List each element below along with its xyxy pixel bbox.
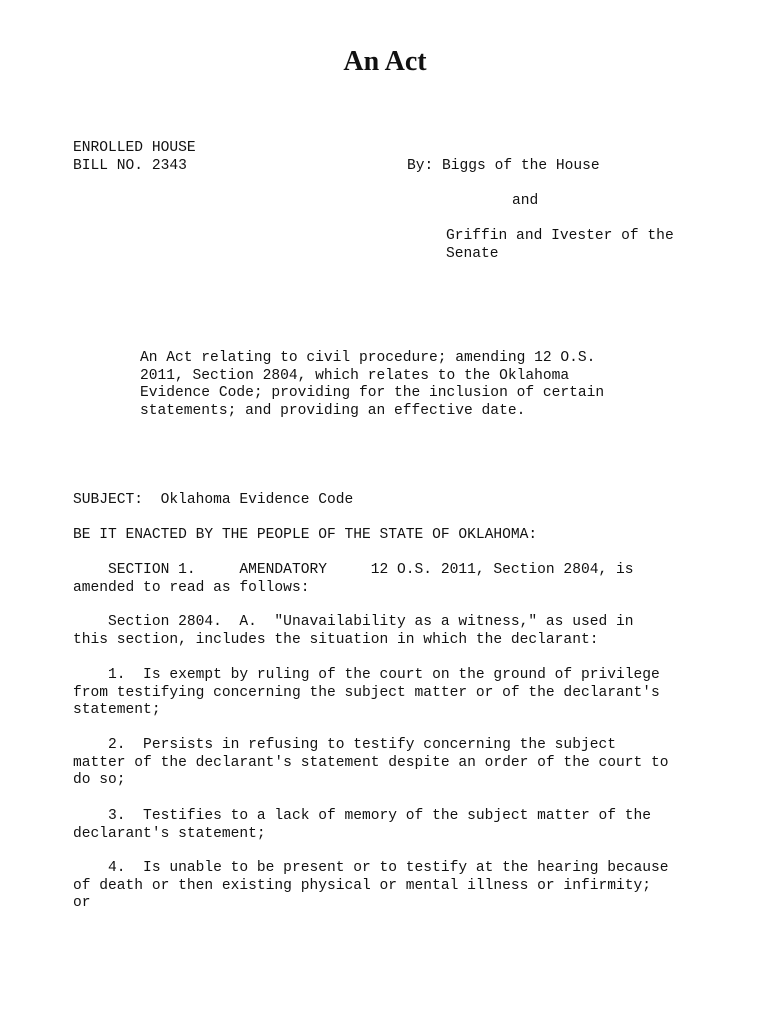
item-line: do so; (73, 772, 126, 789)
act-summary (140, 350, 604, 420)
summary-line: Evidence Code; providing for the inclusion of certain (140, 385, 605, 402)
section-1-line: SECTION 1. AMENDATORY 12 O.S. 2011, Section 2804, is (73, 562, 634, 578)
senate-line-2: Senate (446, 245, 499, 262)
enacting-clause: BE IT ENACTED BY THE PEOPLE OF THE STATE OF OKLAHOMA: (73, 527, 538, 543)
item-line: 1. Is exempt by ruling of the court on the ground of privilege (73, 667, 660, 683)
senate-authors (446, 228, 674, 263)
item-line: statement; (73, 702, 161, 719)
authors-and: and (512, 193, 539, 209)
item-line: 3. Testifies to a lack of memory of the subject matter of the (73, 808, 652, 824)
document-title: An Act (343, 46, 427, 77)
section-1-heading (73, 562, 634, 597)
item-line: declarant's statement; (73, 825, 266, 842)
item-line: of death or then existing physical or mental illness or infirmity; (73, 877, 652, 894)
item-line: or (73, 895, 91, 912)
summary-line: statements; and providing an effective date. (140, 402, 526, 419)
list-item-1 (73, 667, 660, 720)
section-1-line: amended to read as follows: (73, 579, 310, 596)
bill-line-2: BILL NO. 2343 (73, 157, 187, 174)
summary-line: 2011, Section 2804, which relates to the Oklahoma (140, 367, 570, 384)
section-2804-line: Section 2804. A. "Unavailability as a witness," as used in (73, 614, 634, 630)
by-line: By: Biggs of the House (407, 158, 600, 174)
senate-line-1: Griffin and Ivester of the (446, 228, 674, 244)
list-item-3 (73, 808, 651, 843)
list-item-2 (73, 737, 669, 790)
item-line: from testifying concerning the subject matter or of the declarant's (73, 684, 660, 701)
subject-line: SUBJECT: Oklahoma Evidence Code (73, 492, 354, 508)
item-line: 4. Is unable to be present or to testify at the hearing because (73, 860, 669, 876)
section-2804-intro (73, 614, 634, 649)
item-line: matter of the declarant's statement despite an order of the court to (73, 754, 669, 771)
item-line: 2. Persists in refusing to testify concerning the subject (73, 737, 616, 753)
summary-line: An Act relating to civil procedure; amending 12 O.S. (140, 350, 596, 366)
bill-line-1: ENROLLED HOUSE (73, 140, 196, 156)
section-2804-line: this section, includes the situation in which the declarant: (73, 631, 599, 648)
bill-number-block (73, 140, 196, 175)
list-item-4 (73, 860, 669, 913)
